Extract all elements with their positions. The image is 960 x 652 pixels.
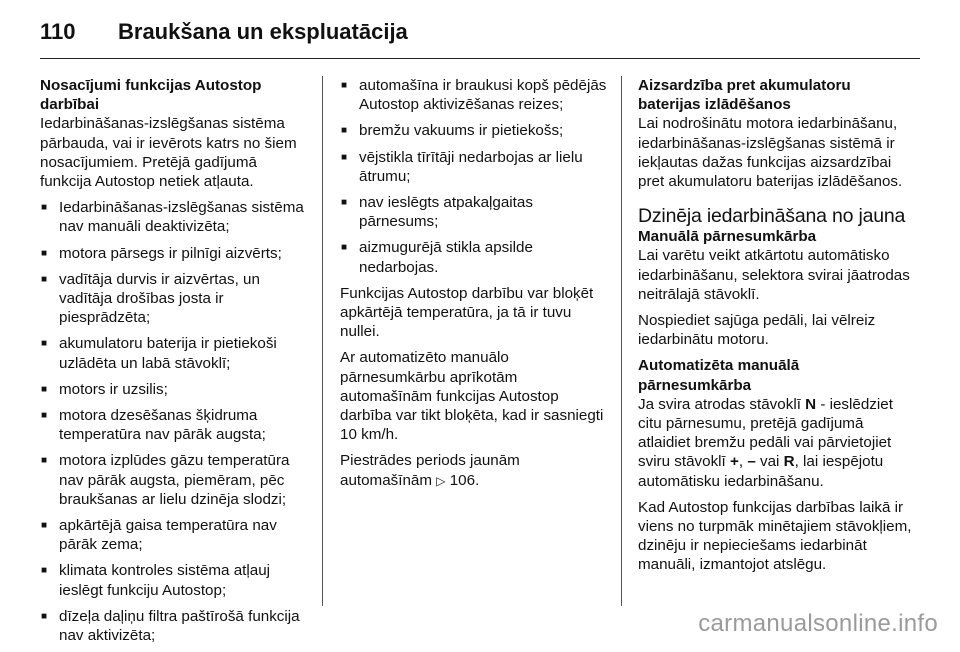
list-item: ■ Iedarbināšanas-izslēgšanas sistēma nav manuāli deaktivizēta; <box>40 198 312 236</box>
section-title: Dzinēja iedarbināšana no jauna <box>638 205 906 228</box>
running-in-note: Piestrādes periods jaunām automašīnām ▷ 106. <box>340 451 610 490</box>
column-3 <box>638 76 914 582</box>
list-item: ■ bremžu vakuums ir pietiekošs; <box>340 121 610 140</box>
page-number: 110 <box>40 19 76 44</box>
page-reference-icon[interactable]: ▷ <box>436 473 446 488</box>
automated-gearbox-heading: Automatizēta manuālā pārnesumkārba <box>638 357 800 394</box>
column-divider <box>322 76 323 606</box>
list-item: ■ automašīna ir braukusi kopš pēdējās Autostop aktivizēšanas reizes; <box>340 76 610 114</box>
autostop-conditions-intro: Iedarbināšanas-izslēgšanas sistēma pārbauda, vai ir ievērots katrs no šiem nosacījumiem. Pretējā gadījumā funkcija Autostop netiek atļauta. <box>40 115 297 191</box>
manual-gearbox-heading: Manuālā pārnesumkārba <box>638 228 817 246</box>
watermark: carmanualsonline.info <box>698 610 938 637</box>
text-run: vai <box>755 453 784 471</box>
chapter-title: Braukšana un ekspluatācija <box>118 19 408 44</box>
running-in-text: Piestrādes periods jaunām automašīnām <box>340 452 520 489</box>
clutch-text: Nospiediet sajūga pedāli, lai vēlreiz iedarbinātu motoru. <box>638 312 876 349</box>
conditions-list <box>40 198 312 645</box>
text-run: - ieslēdziet citu pārnesumu, pretējā gadījumā atlaidiet bremžu pedāli vai pārvietojiet sviru stāvoklī <box>638 395 893 471</box>
gear-plus: + <box>730 453 739 471</box>
column-2 <box>340 76 610 498</box>
list-item: ■ vējstikla tīrītāji nedarbojas ar lielu ātrumu; <box>340 148 610 186</box>
list-item: ■ motora izplūdes gāzu temperatūra nav pārāk augsta, piemēram, pēc braukšanas ar lielu dzinēja slodzi; <box>40 451 312 509</box>
page-header <box>40 14 408 50</box>
list-item: ■ akumulatoru baterija ir pietiekoši uzlādēta un labā stāvoklī; <box>40 334 312 372</box>
battery-protection-heading: Aizsardzība pret akumulatoru baterijas izlādēšanos <box>638 77 851 114</box>
battery-protection-text: Lai nodrošinātu motora iedarbināšanu, iedarbināšanas-izslēgšanas sistēmā ir iekļautas dažas funkcijas aizsardzībai pret akumulatoru baterijas izlādēšanos. <box>638 115 903 191</box>
list-item: ■ motora dzesēšanas šķidruma temperatūra nav pārāk augsta; <box>40 406 312 444</box>
gear-minus: – <box>747 453 756 471</box>
gear-n: N <box>805 395 817 413</box>
list-item: ■ dīzeļa daļiņu filtra paštīrošā funkcija nav aktivizēta; <box>40 607 312 645</box>
list-item: ■ klimata kontroles sistēma atļauj ieslēgt funkciju Autostop; <box>40 561 312 599</box>
list-item: ■ vadītāja durvis ir aizvērtas, un vadītāja drošības josta ir piesprādzēta; <box>40 270 312 328</box>
text-run: Ja svira atrodas stāvoklī <box>638 395 806 413</box>
list-item: ■ motora pārsegs ir pilnīgi aizvērts; <box>40 244 312 263</box>
list-item: ■ nav ieslēgts atpakaļgaitas pārnesums; <box>340 193 610 231</box>
text-run: , lai iespējotu automātisku iedarbināšanu. <box>638 453 884 490</box>
autostop-conditions-heading: Nosacījumi funkcijas Autostop darbībai <box>40 77 262 114</box>
text-run: , <box>738 453 748 471</box>
list-item: ■ motors ir uzsilis; <box>40 380 312 399</box>
manual-gearbox-text: Lai varētu veikt atkārtotu automātisko iedarbināšanu, selektora svirai jāatrodas neitrālajā stāvoklī. <box>638 247 910 303</box>
gear-r: R <box>783 453 795 471</box>
conditions-list-continued <box>340 76 610 277</box>
automated-gearbox-note: Ar automatizēto manuālo pārnesumkārbu aprīkotām automašīnām funkcijas Autostop darbība var tikt bloķēta, kad ir sasniegti 10 km/h. <box>340 349 604 444</box>
header-rule <box>40 58 920 59</box>
list-item: ■ aizmugurējā stikla apsilde nedarbojas. <box>340 238 610 276</box>
automated-gearbox-text <box>638 395 914 491</box>
manual-start-text: Kad Autostop funkcijas darbības laikā ir viens no turpmāk minētajiem stāvokļiem, dzinēju ir nepieciešams iedarbināt manuāli, izmantojot atslēgu. <box>638 498 912 574</box>
column-1 <box>40 76 312 652</box>
column-divider <box>621 76 622 606</box>
temperature-note: Funkcijas Autostop darbību var bloķēt apkārtējā temperatūra, ja tā ir tuvu nullei. <box>340 284 594 341</box>
list-item: ■ apkārtējā gaisa temperatūra nav pārāk zema; <box>40 516 312 554</box>
page-reference-link[interactable]: 106 <box>449 471 476 489</box>
